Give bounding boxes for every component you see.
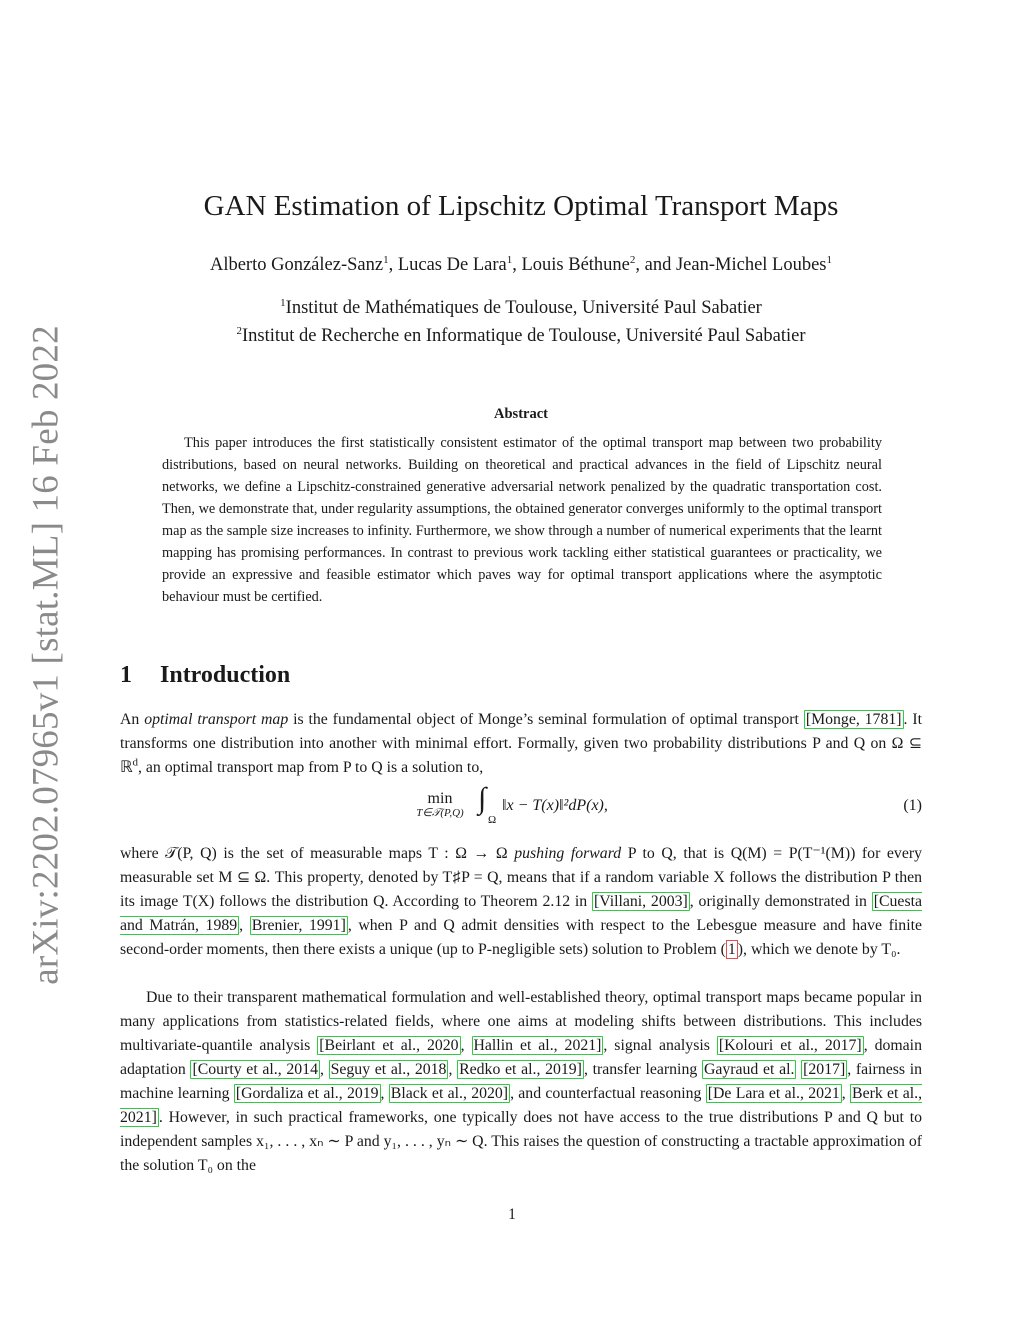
text-run: Due to their transparent mathematical formulation and well-established theory, optimal transport maps became popular in many applications from statistics-related fields, where one aims at modeling shifts between distributions. This includes multivariate-quantile analysis	[120, 989, 922, 1054]
citation-link[interactable]: [Kolouri et al., 2017]	[718, 1037, 862, 1054]
author-name: Alberto González-Sanz	[209, 255, 384, 275]
citation-link[interactable]: Seguy et al., 2018	[330, 1061, 447, 1078]
citation-link[interactable]: [Villani, 2003]	[594, 893, 688, 910]
affiliation-text: Institut de Recherche en Informatique de Toulouse, Université Paul Sabatier	[242, 326, 806, 346]
text-run: An	[120, 711, 145, 728]
equation-number: (1)	[903, 797, 922, 814]
equation-1	[120, 782, 922, 834]
text-run: . It transforms one distribution into another with minimal effort. Formally, given two probability distributions P and Q on Ω ⊆ ℝ	[120, 711, 923, 776]
citation-link[interactable]: Gayraud et al.	[703, 1061, 795, 1078]
citation-link[interactable]: [Beirlant et al., 2020	[319, 1037, 459, 1054]
text-run: , transfer learning	[583, 1061, 702, 1078]
integral-domain: Ω	[488, 814, 497, 826]
affiliation-marker: 1	[280, 296, 286, 309]
min-subscript: T∈𝒯(P,Q)	[416, 807, 464, 819]
text-run: , fairness in machine learning	[120, 1061, 922, 1102]
citation-link[interactable]: Berk et al., 2021]	[120, 1085, 923, 1126]
text-run: , domain adaptation	[120, 1037, 922, 1078]
affiliation-marker: 2	[236, 324, 242, 337]
citation-link[interactable]: [Gordaliza et al., 2019	[235, 1085, 379, 1102]
emphasis: optimal transport map	[144, 711, 289, 728]
affiliation-marker: 1	[826, 253, 833, 266]
abstract-heading: Abstract	[494, 406, 548, 422]
citation-link[interactable]: Black et al., 2020]	[390, 1085, 509, 1102]
citation-link[interactable]: [Monge, 1781]	[805, 711, 902, 728]
paragraph-2	[120, 842, 922, 962]
text-run: ,	[239, 917, 250, 934]
citation-link[interactable]: Hallin et al., 2021]	[473, 1037, 602, 1054]
text-run: , and counterfactual reasoning	[510, 1085, 706, 1102]
text-run: ), which we denote by T₀.	[737, 941, 901, 958]
citation-link[interactable]: [Courty et al., 2014	[192, 1061, 318, 1078]
page-number: 1	[508, 1206, 516, 1223]
text-run: is the fundamental object of Monge’s seminal formulation of optimal transport	[288, 711, 804, 728]
text-run: , signal analysis	[603, 1037, 717, 1054]
min-operator: min	[427, 790, 453, 807]
paragraph-1	[120, 708, 922, 780]
text-run: , an optimal transport map from P to Q is a solution to,	[138, 759, 484, 776]
affiliation-marker: 1	[383, 253, 389, 266]
text-run: where 𝒯(P, Q) is the set of measurable maps T : Ω → Ω	[120, 845, 515, 862]
author-name: Louis Béthune	[521, 255, 630, 275]
text-run: , when P and Q admit densities with respect to the Lebesgue measure and have finite second-order moments, then there exists a unique (up to P-negligible sets) solution to Problem (	[120, 917, 922, 958]
section-number: 1	[120, 662, 132, 688]
affiliation-marker: 2	[629, 253, 636, 266]
affiliation-2	[120, 326, 922, 347]
integral-sign: ∫	[478, 782, 487, 815]
text-run: ,	[319, 1061, 329, 1078]
citation-link[interactable]: Brenier, 1991]	[251, 917, 346, 934]
text-run: . However, in such practical frameworks, one typically does not have access to the true distributions P and Q but to independent samples x₁, . . . , xₙ ∼ P and y₁, . . . , yₙ ∼ Q. This raises the question of constructing a tractable approximation of the solution T₀ on the	[120, 1109, 922, 1174]
equation-min	[400, 792, 480, 820]
text-run: ,	[448, 1061, 458, 1078]
paper-title: GAN Estimation of Lipschitz Optimal Transport Maps	[203, 190, 839, 222]
text-run: ,	[841, 1085, 851, 1102]
abstract-text: This paper introduces the first statistically consistent estimator of the optimal transport map between two probability distributions, based on neural networks. Building on theoretical and practical advances in the field of Lipschitz neural networks, we define a Lipschitz-constrained generative adversarial network penalized by the quadratic transportation cost. Then, we demonstrate that, under regularity assumptions, the obtained generator converges uniformly to the optimal transport map as the sample size increases to infinity. Furthermore, we show through a number of numerical experiments that the learnt mapping has promising performances. In contrast to previous work tackling either statistical guarantees or practicality, we provide an expressive and feasible estimator which paves way for optimal transport applications where the asymptotic behaviour must be certified.	[162, 435, 882, 605]
text-run: P to Q, that is Q(M) = P(T⁻¹(M)) for every measurable set M ⊆ Ω. This property, denoted by T♯P = Q, means that if a random variable X follows the distribution P then its image T(X) follows the distribution Q. According to Theorem 2.12 in	[120, 845, 922, 910]
citation-link[interactable]: Redko et al., 2019]	[459, 1061, 582, 1078]
affiliation-marker: 1	[506, 253, 513, 266]
author-name: Lucas De Lara	[397, 255, 507, 275]
section-heading	[120, 662, 290, 689]
equation-reference-link[interactable]: 1	[727, 941, 736, 958]
affiliation-1	[120, 298, 922, 319]
citation-link[interactable]: [Cuesta and Matrán, 1989	[120, 893, 922, 934]
text-run: , originally demonstrated in	[689, 893, 872, 910]
affiliation-text: Institut de Mathématiques de Toulouse, Université Paul Sabatier	[285, 298, 762, 318]
author-list: Alberto González-Sanz$^1$, Lucas De Lara$^1$, Louis Béthune$^2$, and Jean-Michel Loubes$^1$	[209, 253, 833, 275]
superscript: d	[132, 756, 139, 769]
paragraph-3	[120, 986, 922, 1178]
equation-expression: ‖x − T(x)‖²dP(x),	[502, 797, 608, 814]
citation-link[interactable]: [2017]	[803, 1061, 846, 1078]
emphasis: pushing forward	[514, 845, 622, 862]
citation-link[interactable]: [De Lara et al., 2021	[707, 1085, 840, 1102]
author-name: Jean-Michel Loubes	[675, 255, 827, 275]
author-conjunction: and	[644, 255, 672, 275]
section-title: Introduction	[160, 662, 291, 688]
arxiv-identifier-stamp: arXiv:2202.07965v1 [stat.ML] 16 Feb 2022	[25, 325, 67, 985]
text-run: ,	[380, 1085, 389, 1102]
text-run: ,	[460, 1037, 472, 1054]
